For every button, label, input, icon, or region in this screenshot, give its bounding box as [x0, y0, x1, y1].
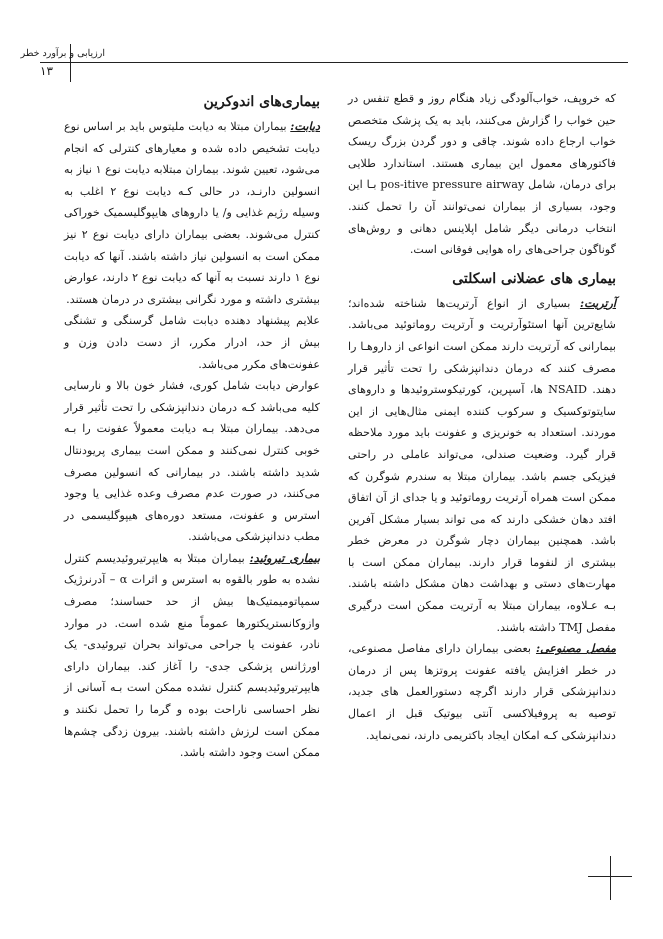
prosthetic-joint-text: بعضی بیماران دارای مفاصل مصنوعی، در خطر افزایش یافته عفونت پروتزها پس از درمان دندانپزشکی قرار دارند اگرچه دستورالعمل های جدید، توصیه به پروفیلاکسی آنتی بیوتیک قبل از اعمال دندانپزشکی کـه امکان ایجاد باکتریمی دارند، نمی‌نماید.: [348, 642, 616, 742]
thyroid-lead: بیماری تیروئید:: [249, 550, 320, 565]
endocrine-heading: بیماری‌های اندوکرین: [203, 94, 320, 110]
prosthetic-joint-paragraph: [348, 638, 616, 746]
page-number: ۱۳: [40, 64, 53, 78]
left-column: [64, 88, 320, 764]
arthritis-paragraph: [348, 293, 616, 639]
diabetes-lead: دیابت:: [290, 119, 320, 133]
intro-paragraph: که خروپف، خواب‌آلودگی زیاد هنگام روز و قطع تنفس در حین خواب را گزارش می‌کنند، باید به یک پزشک متخصص خواب ارجاع داده شوند. چاقی و دور گردن بزرگ ریسک فاکتورهای معمول این بیماری هستند. استاندارد طلایی برای درمان، شامل pos-itive pressure airway بـا این وجود، بسیاری از بیماران نمی‌توانند آن را تحمل کنند. انتخاب درمانی دیگر شامل اپلاینس دهانی و روش‌های گوناگون جراحی‌های راه هوایی فوقانی است.: [348, 92, 616, 257]
crop-mark-vertical: [610, 856, 611, 900]
arthritis-lead: آرتریت:: [579, 295, 616, 310]
thyroid-paragraph: [64, 548, 320, 764]
diabetes-text: بیماران مبتلا به دیابت ملیتوس باید بر اساس نوع دیابت تشخیص داده شده و معیارهای کنترلی که انجام می‌شود، تعیین شوند. بیماران مبتلابه دیابت نوع ۱ نیاز به انسولین دارنـد، در حالی کـه دیابت نوع ۲ اغلب به وسیله رژیم غذایی و/ یا داروهای هایپوگلیسمیک خوراکی کنترل می‌شوند. بعضی بیماران دارای دیابت نوع ۲ نیز ممکن است به انسولین نیاز داشته باشند. آنها که دیابت نوع ۱ دارند نسبت به آنها که دیابت نوع ۲ دارند، عوارض بیشتری داشته و مورد نگرانی بیشتری در درمان هستند.: [64, 120, 321, 306]
header-rule: [40, 62, 628, 63]
diabetes-signs-paragraph: علایم پیشنهاد دهنده دیابت شامل گرسنگی و تشنگی بیش از حد، ادرار مکرر، از دست دادن وزن و عفونت‌های مکرر می‌باشد.: [64, 314, 320, 371]
right-column: [348, 88, 616, 746]
diabetes-complications-paragraph: عوارض دیابت شامل کوری، فشار خون بالا و نارسایی کلیه می‌باشد کـه درمان دندانپزشکی را تحت تأثیر قرار می‌دهد. بیماران مبتلا بـه دیابت معمولاً عفونت را بـه خوبی کنترل نمی‌کنند و ممکن است بیماری پریودنتال شدید داشته باشند. در بیمارانی که انسولین مصرف می‌کنند، در صورت عدم مصرف وعده غذایی یا وجود استرس و عفونت، مستعد دوره‌های هیپوگلیسمی در مطب دندانپزشکی می‌باشند.: [64, 379, 320, 544]
musculoskeletal-heading: بیماری های عضلانی اسکلتی: [452, 270, 616, 287]
prosthetic-joint-lead: مفصل مصنوعی:: [535, 641, 617, 656]
arthritis-text: بسیاری از انواع آرتریت‌ها شناخته شده‌اند؛ شایع‌ترین آنها استئوآرتریت و آرتریت روماتوئید می‌باشد. بیمارانی که آرتریت دارند ممکن است انواعی از داروهـا را مصرف کنند که درمان دندانپزشکی را تحت تأثیر قرار دهند. NSAID ها، آسپرین، کورتیکوستروئیدها و داروهای سایتوتوکسیک و سرکوب کننده ایمنی مثال‌هایی از این موردند. استعداد به خونریزی و عفونت باید مورد ملاحظه قرار گیرد. وضعیت صندلی، می‌تواند عاملی در راحتی فیزیکی جسم باشد. بیماران مبتلا به سندرم شوگرن که ممکن است همراه آرتریت روماتوئید و یا جدای از آن اتفاق افتد دهان خشکی دارند که می تواند بسیار مشکل آفرین باشد. همچنین بیماران دچار شوگرن در معرض خطر بیشتری از لنفوما قرار دارند. بیماران ممکن است با مهارت‌های دستی و بهداشت دهان مشکل داشته باشند. بـه عـلاوه، بیماران مبتلا به آرتریت ممکن است درگیری مفصل TMJ داشته باشند.: [348, 296, 616, 634]
thyroid-text: بیماران مبتلا به هایپرتیروئیدیسم کنترل نشده به طور بالقوه به استرس و اثرات α – آدرنرژیک سمپاتومیمتیک‌ها بیش از حد حساسند؛ مصرف وازوکانستریکتورها عموماً منع شده است. در موارد نادر، عفونت یا جراحی می‌تواند بحران تیروئیدی- یک اورژانس پزشکی جدی- را آغاز کند. بیماران دارای هایپرتیروئیدیسم کنترل نشده ممکن است بـه آسانی از نظر احساسی ناراحت بوده و گرما را تحمل نکنند و ممکن است لرزش داشته باشند. بیرون زدگی چشم‌ها ممکن است وجود داشته باشد.: [64, 551, 320, 760]
running-title: ارزیابی و برآورد خطر: [20, 48, 105, 59]
diabetes-paragraph: [64, 116, 320, 310]
